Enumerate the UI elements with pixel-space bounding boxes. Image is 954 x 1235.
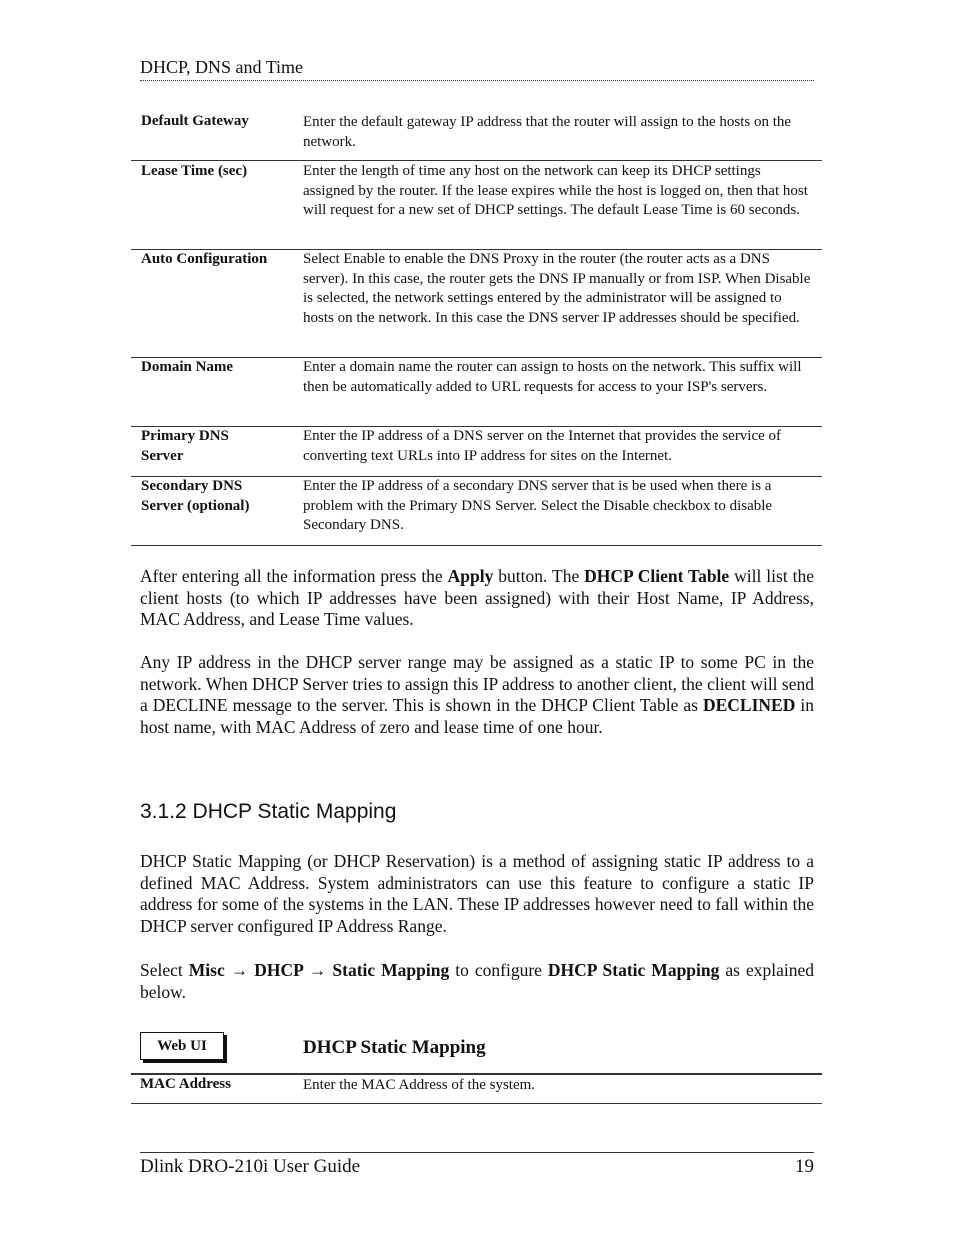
row-term: Lease Time (sec): [141, 163, 248, 179]
arrow-right-icon: →: [302, 960, 333, 980]
web-ui-badge: Web UI: [140, 1032, 224, 1060]
paragraph-declined: Any IP address in the DHCP server range may be assigned as a static IP to some PC in the network. When DHCP Server tries to assign this IP address to another client, the client will send a DECLINE message to the server. This is shown in the DHCP Client Table as DECLINED in host name, with MAC Address of zero and lease time of one hour.: [140, 652, 814, 737]
row-term: Primary DNS Server: [141, 428, 229, 464]
paragraph-apply: After entering all the information press the Apply button. The DHCP Client Table will list the client hosts (to which IP addresses have been assigned) with their Host Name, IP Address, MAC Address, and Lease Time values.: [140, 566, 814, 629]
bold-declined: DECLINED: [702, 695, 796, 715]
row-term: Domain Name: [141, 359, 234, 375]
paragraph-static-mapping: DHCP Static Mapping (or DHCP Reservation) is a method of assigning static IP address to a defined MAC Address. System administrators can use this feature to configure a static IP address for some of the systems in the LAN. These IP addresses however need to fall within the DHCP server configured IP Address Range.: [140, 851, 814, 936]
table-row: [131, 358, 822, 427]
table-bottom-rule: [131, 1103, 822, 1104]
row-description: Enter a domain name the router can assign to hosts on the network. This suffix will then be automatically added to URL requests for access to your ISP's servers.: [303, 359, 802, 395]
row-term: MAC Address: [140, 1076, 231, 1092]
table-row: [131, 250, 822, 358]
row-description: Enter the IP address of a secondary DNS server that is be used when there is a problem with the Primary DNS Server. Select the Disable checkbox to disable Secondary DNS.: [303, 478, 773, 533]
table-row: [131, 161, 822, 250]
row-term: Default Gateway: [141, 113, 249, 129]
row-description: Enter the default gateway IP address that the router will assign to the hosts on the network.: [303, 114, 792, 150]
footer-rule: [140, 1152, 814, 1153]
bold-apply: Apply: [447, 566, 494, 586]
row-term: Auto Configuration: [141, 251, 268, 267]
table-row: [131, 477, 822, 546]
web-ui-title: DHCP Static Mapping: [303, 1037, 486, 1058]
row-description: Enter the length of time any host on the network can keep its DHCP settings assigned by the router. If the lease expires while the host is logged on, then that host will request for a new set of DHCP settings. The default Lease Time is 60 seconds.: [303, 163, 808, 218]
row-description: Select Enable to enable the DNS Proxy in the router (the router acts as a DNS server). In this case, the router gets the DNS IP manually or from ISP. When Disable is selected, the network settings entered by the administrator will be assigned to hosts on the network. In this case the DNS server IP addresses should be specified.: [303, 251, 811, 326]
row-description: Enter the MAC Address of the system.: [303, 1077, 536, 1093]
running-header: DHCP, DNS and Time: [140, 56, 814, 81]
footer-title: Dlink DRO-210i User Guide: [140, 1156, 361, 1177]
row-description: Enter the IP address of a DNS server on the Internet that provides the service of converting text URLs into IP address for sites on the Internet.: [303, 428, 782, 464]
bold-dhcp-client-table: DHCP Client Table: [584, 566, 730, 586]
section-heading: 3.1.2 DHCP Static Mapping: [140, 800, 397, 823]
row-term: Secondary DNS Server (optional): [141, 478, 250, 514]
table-row: [131, 427, 822, 477]
table-row: [131, 107, 822, 161]
arrow-right-icon: →: [224, 960, 255, 980]
table-top-rule: [131, 1073, 822, 1075]
settings-table: [131, 107, 822, 546]
page-number: 19: [795, 1156, 814, 1177]
paragraph-navigation: Select Misc → DHCP → Static Mapping to configure DHCP Static Mapping as explained below.: [140, 960, 814, 1002]
